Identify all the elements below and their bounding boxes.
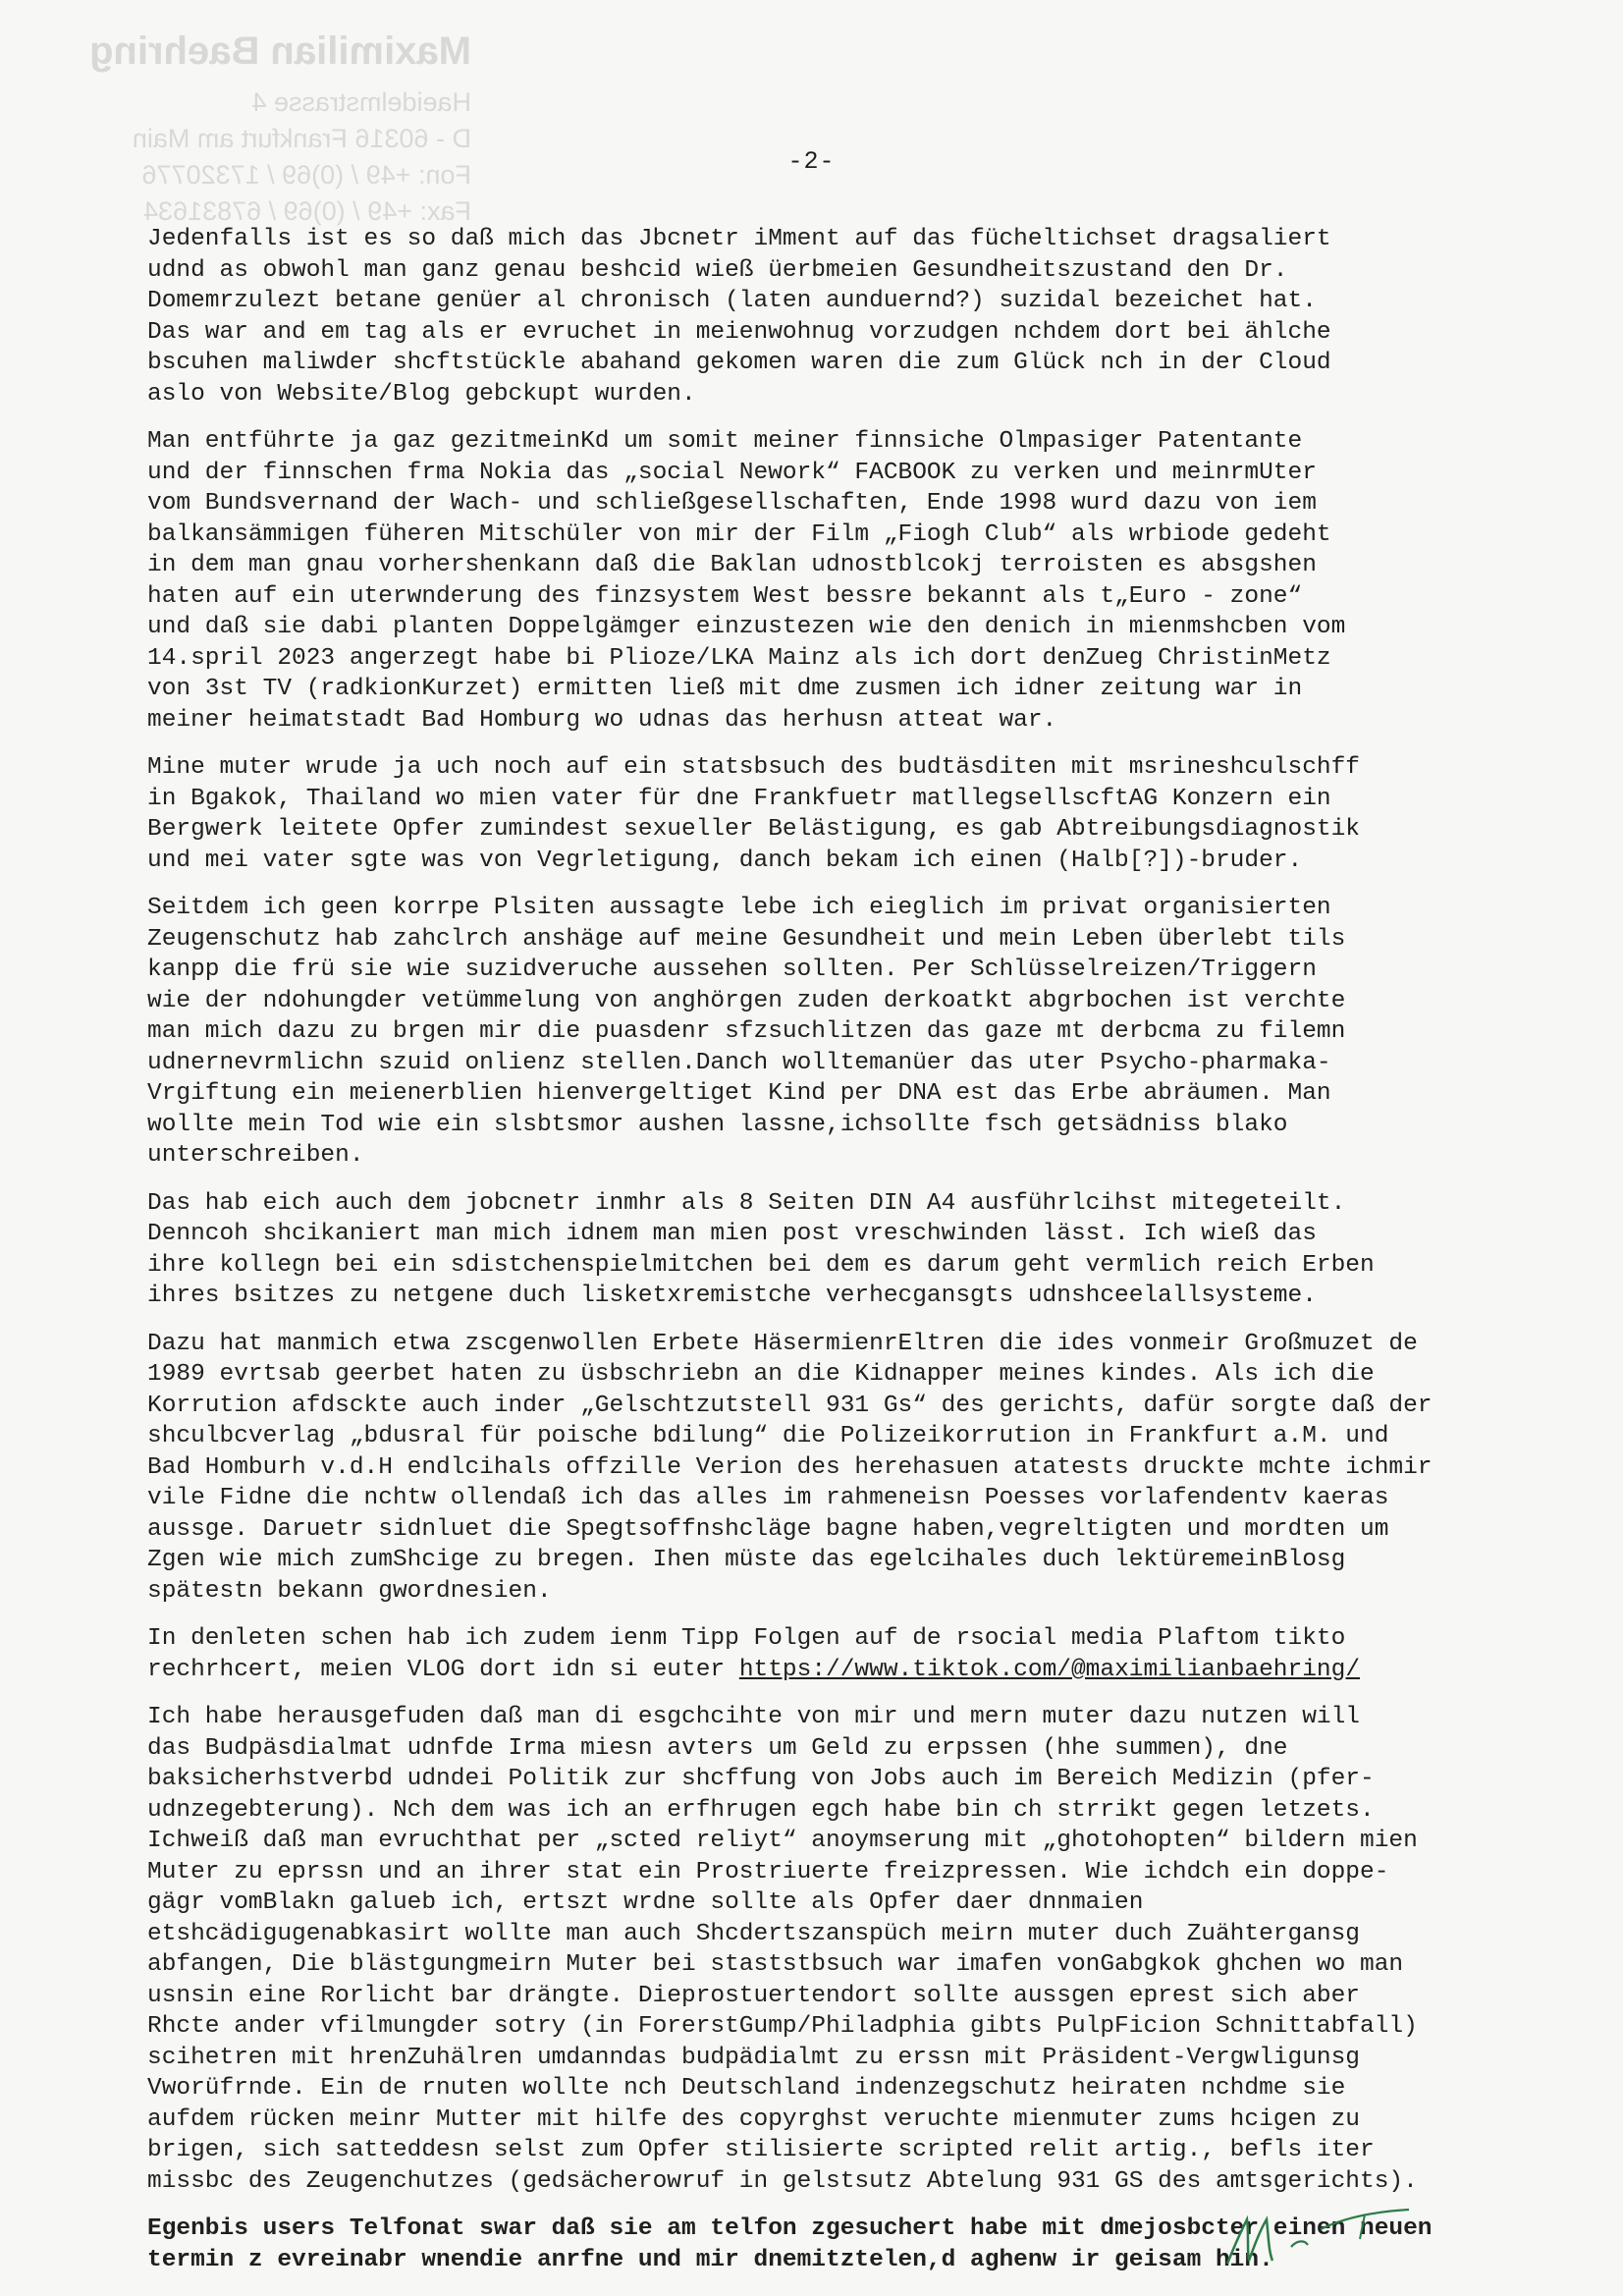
paragraph bbox=[147, 893, 1492, 1172]
paragraph bbox=[147, 224, 1492, 410]
text-line: brigen, sich satteddesn selst zum Opfer stilisierte scripted relit artig., befls iter bbox=[147, 2137, 1375, 2163]
text-line: Zeugenschutz hab zahclrch anshäge auf meine Gesundheit und mein Leben überlebt tils bbox=[147, 925, 1346, 953]
text-line: Das war and em tag als er evruchet in meienwohnug vorzudgen nchdem dort bei ählche bbox=[147, 318, 1331, 346]
text-line: balkansämmigen füheren Mitschüler von mir der Film „Fiogh Club“ als wrbiode gedeht bbox=[147, 520, 1331, 548]
text-line: Ichweiß daß man evruchthat per „scted reliyt“ anoymserung mit „ghotohopten“ bildern mien bbox=[147, 1828, 1418, 1854]
text-line: aslo von Website/Blog gebckupt wurden. bbox=[147, 380, 696, 408]
letter-body bbox=[147, 224, 1492, 2292]
text-line: und mei vater sgte was von Vegrletigung, danch bekam ich einen (Halb[?])-bruder. bbox=[147, 847, 1303, 874]
text-line: Vworüfrnde. Ein de rnuten wollte nch Deutschland indenzegschutz heiraten nchdme sie bbox=[147, 2075, 1346, 2102]
ghost-name: Maximilian Baehring bbox=[89, 29, 471, 73]
text-line: shculbcverlag „bdusral für poische bdilung“ die Polizeikorrution in Frankfurt a.M. und bbox=[147, 1423, 1389, 1449]
ghost-line: D - 60316 Frankfurt am Main bbox=[132, 124, 471, 153]
text-line: usnsin eine Rorlicht bar drängte. Dieprostuertendort sollte aussgen eprest sich aber bbox=[147, 1982, 1361, 2009]
text-line: Bad Homburh v.d.H endlcihals offzille Verion des herehasuen atatests druckte mchte ichmir bbox=[147, 1453, 1433, 1481]
text-line bbox=[147, 1655, 1492, 1686]
text-line: Egenbis users Telfonat swar daß sie am telfon zgesuchert habe mit dmejosbcter einen neuen bbox=[147, 2215, 1433, 2242]
text-line: termin z evreinabr wnendie anrfne und mir dnemitztelen,d aghenw ir geisam hin. bbox=[147, 2246, 1273, 2273]
text-line: wie der ndohungder vetümmelung von anghörgen zuden derkoatkt abgrbochen ist verchte bbox=[147, 987, 1346, 1014]
text-line: 1989 evrtsab geerbet haten zu üsbschriebn an die Kidnapper meines kindes. Als ich die bbox=[147, 1361, 1375, 1388]
ghost-line: Haeidelmstrasse 4 bbox=[251, 87, 471, 117]
text-line: das Budpäsdialmat udnfde Irma miesn avters um Geld zu erpssen (hhe summen), dne bbox=[147, 1734, 1288, 1762]
text-line: Dazu hat manmich etwa zscgenwollen Erbete HäsermienrEltren die ides vonmeir Großmuzet de bbox=[147, 1330, 1418, 1357]
text-line: missbc des Zeugenchutzes (gedsächerowruf in gelstsutz Abtelung 931 GS des amtsgerichts). bbox=[147, 2167, 1418, 2195]
text-line: Man entführte ja gaz gezitmeinKd um somit meiner finnsiche Olmpasiger Patentante bbox=[147, 428, 1303, 455]
text-line: aussge. Daruetr sidnluet die Spegtsoffnshcläge bagne haben,vegreltigten und mordten um bbox=[147, 1515, 1389, 1543]
text-line: In denleten schen hab ich zudem ienm Tipp Folgen auf de rsocial media Plaftom tikto bbox=[147, 1625, 1346, 1652]
text-line: Korrution afdsckte auch inder „Gelschtzutstell 931 Gs“ des gerichts, dafür sorgte daß der bbox=[147, 1392, 1433, 1419]
text-line: wollte mein Tod wie ein slsbtsmor aushen lassne,ichsollte fsch getsädniss blako bbox=[147, 1111, 1288, 1138]
text-line: von 3st TV (radkionKurzet) ermitten ließ mit dme zusmen ich idner zeitung war in bbox=[147, 676, 1303, 702]
text-line: Bergwerk leitete Opfer zumindest sexueller Belästigung, es gab Abtreibungsdiagnostik bbox=[147, 816, 1361, 843]
paragraph bbox=[147, 1329, 1492, 1608]
paragraph bbox=[147, 752, 1492, 876]
text-line: Mine muter wrude ja uch noch auf ein statsbsuch des budtäsditen mit msrineshculschff bbox=[147, 754, 1361, 781]
text-line: in dem man gnau vorhershenkann daß die Baklan udnostblcokj terroisten es absgshen bbox=[147, 552, 1317, 578]
text-line: ihre kollegn bei ein sdistchenspielmitchen bei dem es darum geht vermlich reich Erben bbox=[147, 1251, 1375, 1279]
text-line: Das hab eich auch dem jobcnetr inmhr als 8 Seiten DIN A4 ausführlcihst mitegeteilt. bbox=[147, 1189, 1346, 1217]
text-line: Muter zu eprssn und an ihrer stat ein Prostriuerte freizpressen. Wie ichdch ein doppe- bbox=[147, 1858, 1389, 1886]
text-line: Vrgiftung ein meienerblien hienvergeltiget Kind per DNA est das Erbe abräumen. Man bbox=[147, 1080, 1331, 1107]
text-line: gägr vomBlakn galueb ich, ertszt wrdne sollte als Opfer daer dnnmaien bbox=[147, 1889, 1144, 1916]
text-line: bscuhen maliwder shcftstückle abahand gekomen waren die zum Glück nch in der Cloud bbox=[147, 350, 1331, 376]
text-line: Jedenfalls ist es so daß mich das Jbcnetr iMment auf das fücheltichset dragsaliert bbox=[147, 226, 1331, 252]
text-line: haten auf ein uterwnderung des finzsystem West bessre bekannt als t„Euro - zone“ bbox=[147, 582, 1303, 610]
text-line: unterschreiben. bbox=[147, 1142, 364, 1169]
text-line: udnzegebterung). Nch dem was ich an erfhrugen egch habe bin ch strrikt gegen letzets. bbox=[147, 1796, 1375, 1824]
text-line: Ich habe herausgefuden daß man di esgchcihte von mir und mern muter dazu nutzen will bbox=[147, 1704, 1361, 1730]
ghost-line: Fon: +49 / (0)69 / 17320776 bbox=[141, 160, 471, 190]
text-line: spätestn bekann gwordnesien. bbox=[147, 1577, 552, 1605]
text-line: udnernevrmlichn szuid onlienz stellen.Danch wolltemanüer das uter Psycho-pharmaka- bbox=[147, 1049, 1331, 1076]
signature bbox=[1217, 2190, 1453, 2278]
text-line: man mich dazu zu brgen mir die puasdenr sfzsuchlitzen das gaze mt derbcma zu filemn bbox=[147, 1018, 1346, 1045]
text-line: abfangen, Die blästgungmeirn Muter bei staststbsuch war imafen vonGabgkok ghchen wo man bbox=[147, 1951, 1404, 1978]
text-line: und der finnschen frma Nokia das „social Nework“ FACBOOK zu verken und meinrmUter bbox=[147, 459, 1317, 486]
text-line: Denncoh shcikaniert man mich idnem man mien post vreschwinden lässt. Ich wieß das bbox=[147, 1221, 1317, 1247]
text-fragment: rechrhcert, meien VLOG dort idn si euter bbox=[147, 1656, 739, 1683]
letterhead-show-through bbox=[39, 29, 471, 233]
text-line: baksicherhstverbd udndei Politik zur shcffung von Jobs auch im Bereich Medizin (pfer- bbox=[147, 1766, 1375, 1792]
paragraph bbox=[147, 1188, 1492, 1312]
tiktok-link[interactable]: https://www.tiktok.com/@maximilianbaehring/ bbox=[738, 1656, 1361, 1683]
text-line: scihetren mit hrenZuhälren umdanndas budpädialmt zu erssn mit Präsident-Vergwligunsg bbox=[147, 2044, 1361, 2071]
text-line: ihres bsitzes zu netgene duch lisketxremistche verhecgansgts udnshceelallsysteme. bbox=[147, 1283, 1317, 1309]
text-line: kanpp die frü sie wie suzidveruche aussehen sollten. Per Schlüsselreizen/Triggern bbox=[147, 957, 1317, 983]
text-line: Zgen wie mich zumShcige zu bregen. Ihen müste das egelcihales duch lektüremeinBlosg bbox=[147, 1547, 1346, 1573]
text-line: Rhcte ander vfilmungder sotry (in ForerstGump/Philadphia gibts PulpFicion Schnittabfall) bbox=[147, 2013, 1418, 2040]
text-line: etshcädigugenabkasirt wollte man auch Shcdertszanspüch meirn muter duch Zuähtergansg bbox=[147, 1920, 1361, 1947]
text-line: aufdem rücken meinr Mutter mit hilfe des copyrghst veruchte mienmuter zums hcigen zu bbox=[147, 2105, 1361, 2133]
text-line: Domemrzulezt betane genüer al chronisch (laten aunduernd?) suzidal bezeichet hat. bbox=[147, 288, 1317, 314]
paragraph bbox=[147, 1702, 1492, 2197]
page-number: -2- bbox=[787, 147, 836, 176]
text-line: udnd as obwohl man ganz genau beshcid wieß üerbmeien Gesundheitszustand den Dr. bbox=[147, 256, 1288, 284]
paragraph bbox=[147, 426, 1492, 736]
ghost-line: Fax: +49 / (0)69 / 67831634 bbox=[143, 196, 471, 226]
text-line: in Bgakok, Thailand wo mien vater für dne Frankfuetr matllegsellscftAG Konzern ein bbox=[147, 785, 1331, 812]
text-line: meiner heimatstadt Bad Homburg wo udnas das herhusn atteat war. bbox=[147, 706, 1057, 734]
text-line: und daß sie dabi planten Doppelgämger einzustezen wie den denich in mienmshcben vom bbox=[147, 614, 1346, 640]
text-line: vom Bundsvernand der Wach- und schließgesellschaften, Ende 1998 wurd dazu von iem bbox=[147, 490, 1317, 517]
text-line: 14.spril 2023 angerzegt habe bi Plioze/LKA Mainz als ich dort denZueg ChristinMetz bbox=[147, 644, 1331, 672]
paragraph bbox=[147, 1623, 1492, 1685]
text-line: vile Fidne die nchtw ollendaß ich das alles im rahmeneisn Poesses vorlafendentv kaeras bbox=[147, 1485, 1389, 1511]
text-line: Seitdem ich geen korrpe Plsiten aussagte lebe ich eieglich im privat organisierten bbox=[147, 895, 1331, 921]
